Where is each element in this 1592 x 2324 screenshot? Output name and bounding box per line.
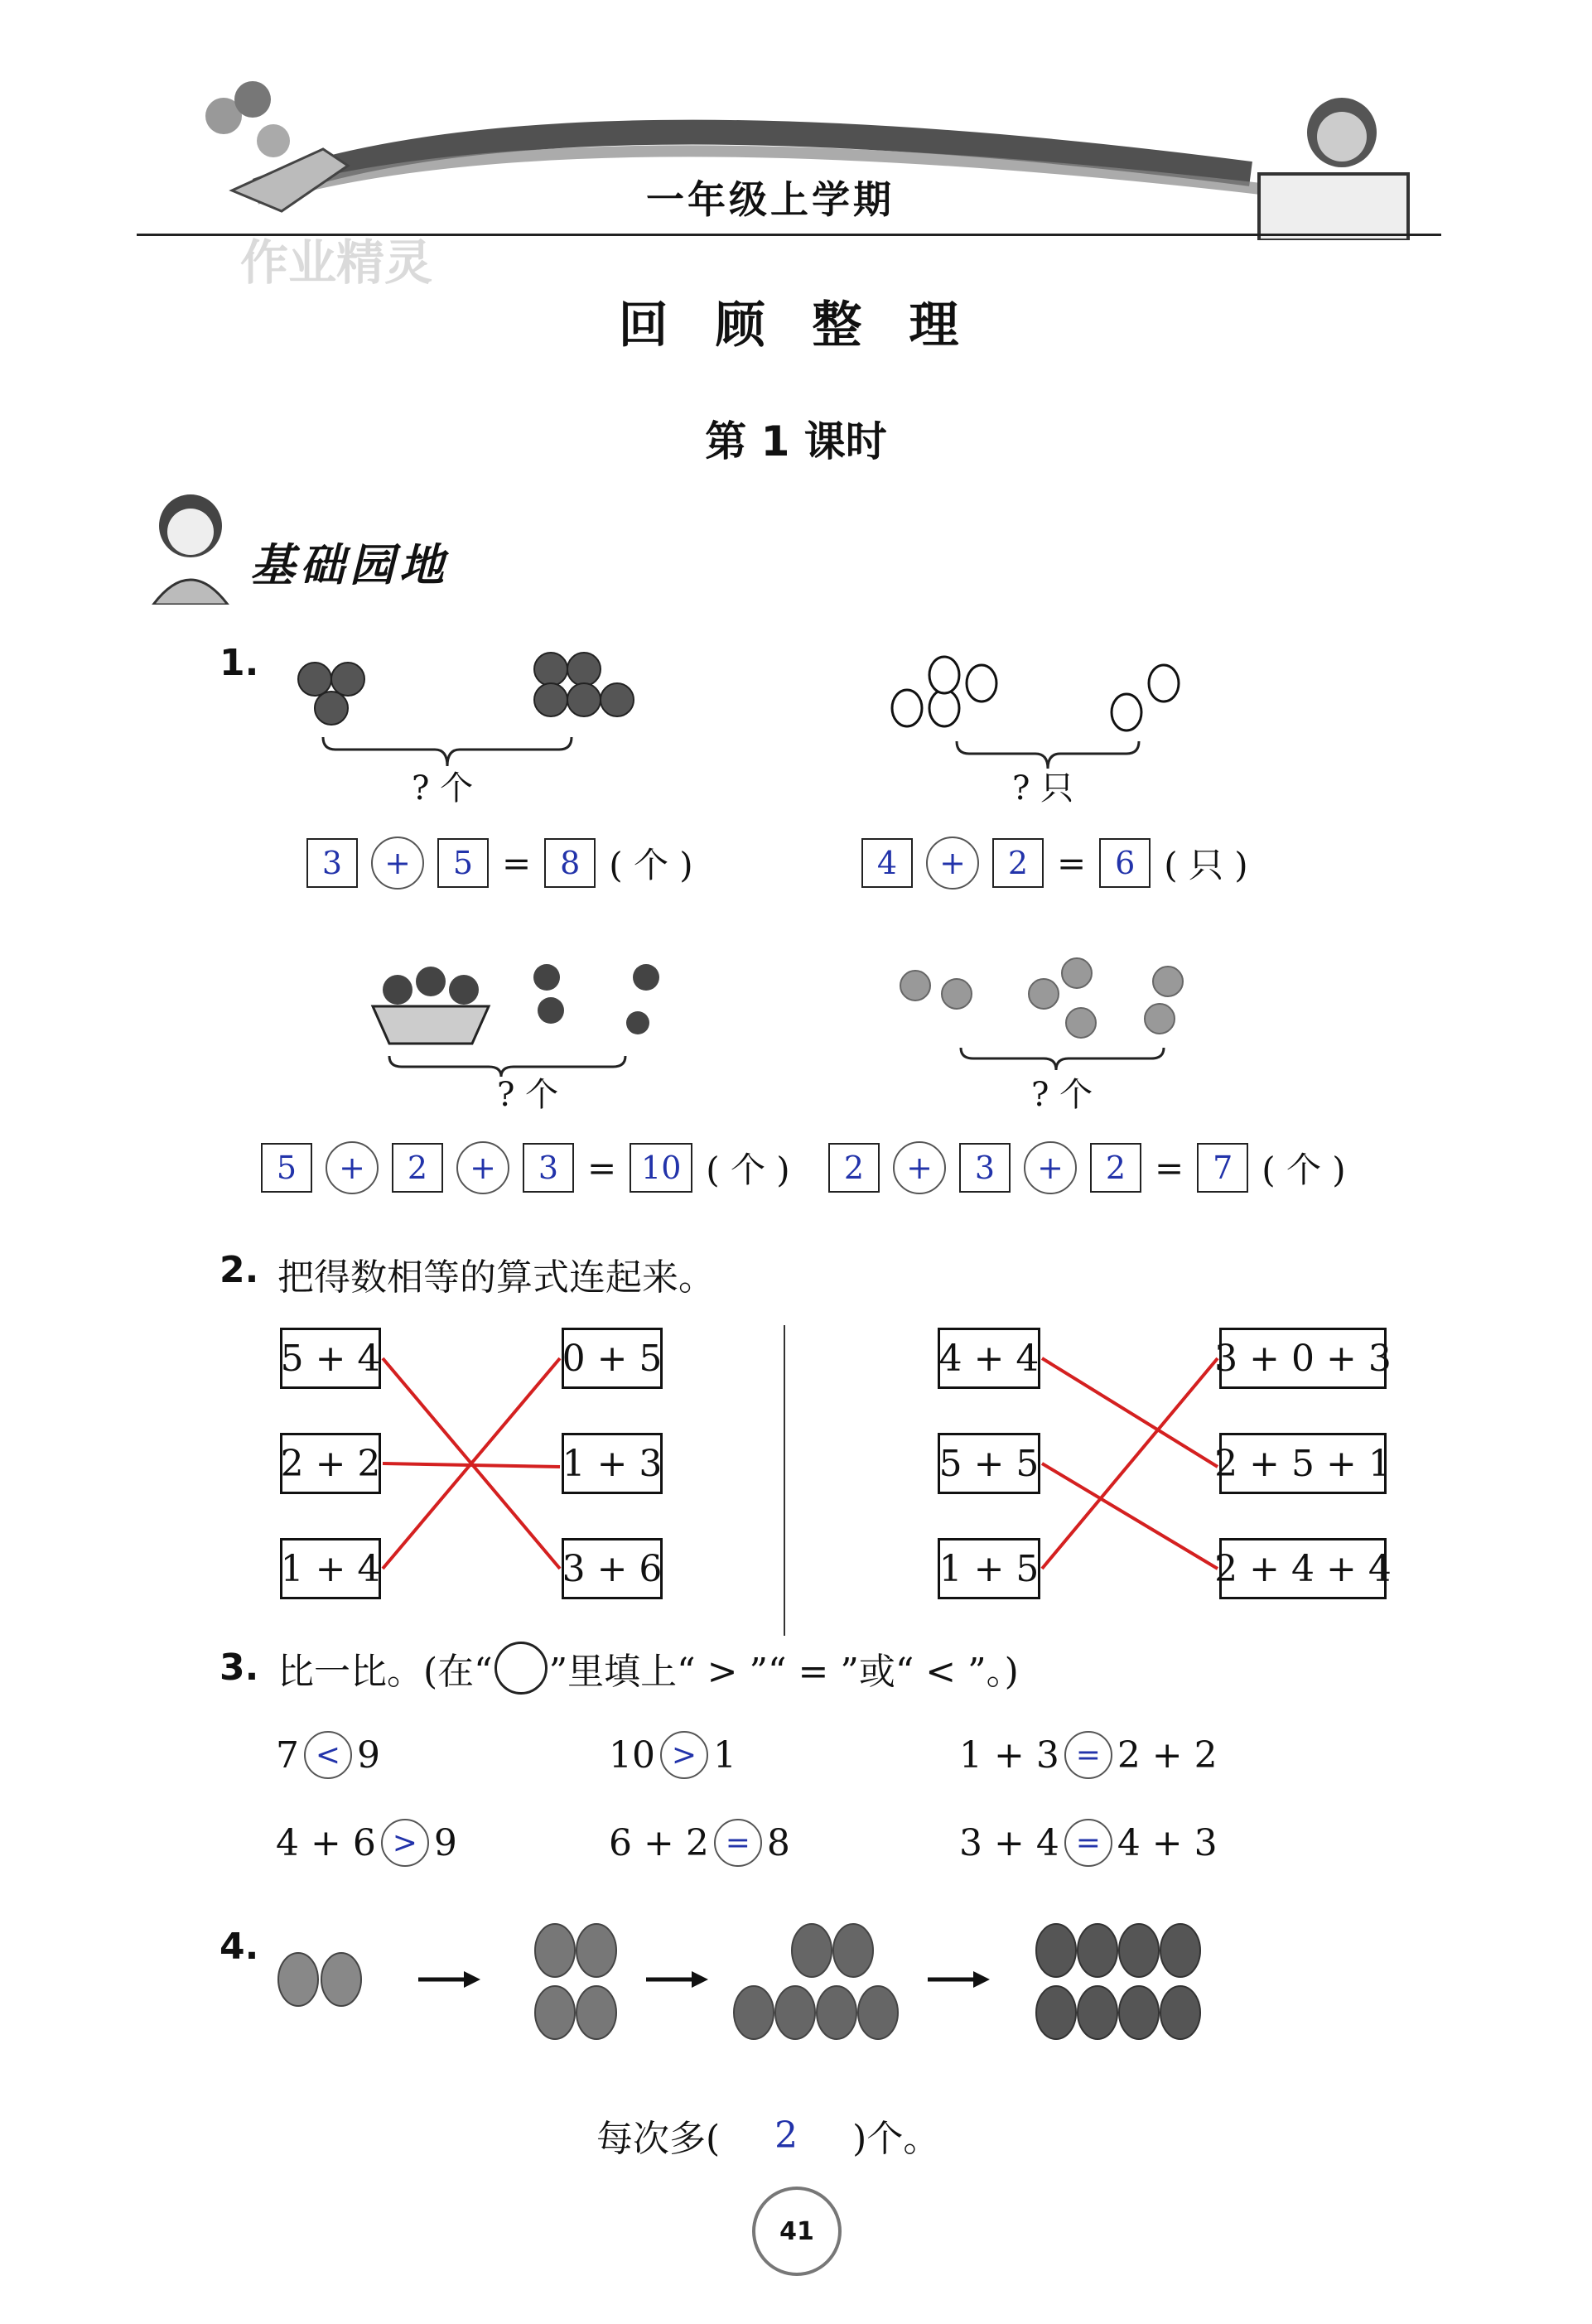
comparison-left: 1 + 3 xyxy=(959,1733,1059,1777)
lesson-title: 第 1 课时 xyxy=(705,417,887,465)
expression-box[interactable]: 3 + 6 xyxy=(562,1538,663,1599)
brace-label: ? 只 xyxy=(1012,769,1074,808)
answer-box[interactable]: 3 xyxy=(959,1143,1011,1193)
comparison-right: 9 xyxy=(433,1821,457,1864)
answer-box[interactable]: 7 xyxy=(1197,1143,1248,1193)
comparison-item xyxy=(276,1731,380,1779)
answer-box[interactable]: 2 xyxy=(992,838,1044,888)
strawberry-pattern-sequence xyxy=(265,1913,1242,2062)
answer-box[interactable]: 2 xyxy=(392,1143,443,1193)
comparison-right: 8 xyxy=(766,1821,790,1864)
operator-circle[interactable]: + xyxy=(326,1141,379,1194)
question-4-text-pre: 每次多( xyxy=(596,2118,721,2160)
equals-sign: = xyxy=(502,842,532,884)
expression-box[interactable]: 1 + 5 xyxy=(938,1538,1040,1599)
equals-sign: = xyxy=(1057,842,1087,884)
unit-label: ( 个 ) xyxy=(1262,1150,1346,1190)
answer-box[interactable]: 2 xyxy=(1090,1143,1141,1193)
section-title: 基础园地 xyxy=(250,539,449,591)
header-title: 一年级上学期 xyxy=(646,177,895,222)
comparison-right: 4 + 3 xyxy=(1117,1821,1218,1864)
operator-circle[interactable]: + xyxy=(1024,1141,1077,1194)
answer-box[interactable]: 3 xyxy=(523,1143,574,1193)
brace-label: ? 个 xyxy=(412,769,474,808)
comparison-answer-circle[interactable]: = xyxy=(1064,1819,1112,1867)
expression-box[interactable]: 1 + 4 xyxy=(280,1538,381,1599)
question-1-number: 1. xyxy=(220,642,259,684)
empty-circle-icon xyxy=(494,1642,548,1695)
question-3-text xyxy=(277,1642,1019,1695)
brace-label: ? 个 xyxy=(1031,1076,1093,1114)
comparison-left: 10 xyxy=(609,1733,655,1777)
answer-box[interactable]: 3 xyxy=(306,838,358,888)
question-4-text-post: )个。 xyxy=(852,2118,940,2160)
unit-label: ( 个 ) xyxy=(706,1150,790,1190)
comparison-left: 6 + 2 xyxy=(609,1821,709,1864)
comparison-answer-circle[interactable]: < xyxy=(304,1731,352,1779)
brace-label: ? 个 xyxy=(497,1076,559,1114)
comparison-right: 2 + 2 xyxy=(1117,1733,1218,1777)
comparison-answer-circle[interactable]: = xyxy=(714,1819,762,1867)
unit-label: ( 个 ) xyxy=(609,845,693,885)
match-line xyxy=(1042,1358,1218,1467)
expression-box[interactable]: 3 + 0 + 3 xyxy=(1219,1328,1387,1389)
expression-box[interactable]: 2 + 5 + 1 xyxy=(1219,1433,1387,1494)
answer-box[interactable]: 2 xyxy=(828,1143,880,1193)
comparison-answer-circle[interactable]: > xyxy=(660,1731,708,1779)
question-3-text-post: ”里填上“ > ”“ = ”或“ < ”。) xyxy=(548,1651,1019,1693)
comparison-left: 7 xyxy=(276,1733,299,1777)
operator-circle[interactable]: + xyxy=(456,1141,509,1194)
question-3-number: 3. xyxy=(220,1647,259,1689)
comparison-left: 4 + 6 xyxy=(276,1821,376,1864)
expression-box[interactable]: 5 + 4 xyxy=(280,1328,381,1389)
comparison-item xyxy=(609,1819,790,1867)
answer-box[interactable]: 10 xyxy=(630,1143,692,1193)
comparison-answer-circle[interactable]: = xyxy=(1064,1731,1112,1779)
watermark: 作业精灵 xyxy=(240,234,433,291)
expression-box[interactable]: 4 + 4 xyxy=(938,1328,1040,1389)
operator-circle[interactable]: + xyxy=(893,1141,946,1194)
answer-box[interactable]: 5 xyxy=(261,1143,312,1193)
question-4-answer-line xyxy=(596,2109,939,2162)
match-line xyxy=(1042,1358,1218,1569)
operator-circle[interactable]: + xyxy=(926,837,979,890)
match-line xyxy=(1042,1463,1218,1569)
operator-circle[interactable]: + xyxy=(371,837,424,890)
comparison-right: 9 xyxy=(357,1733,380,1777)
comparison-item xyxy=(276,1819,457,1867)
comparison-item xyxy=(609,1731,736,1779)
expression-box[interactable]: 0 + 5 xyxy=(562,1328,663,1389)
equals-sign: = xyxy=(587,1147,617,1189)
question-3-text-pre: 比一比。(在“ xyxy=(277,1651,493,1693)
answer-box[interactable]: 5 xyxy=(437,838,489,888)
answer-box[interactable]: 4 xyxy=(861,838,913,888)
expression-box[interactable]: 2 + 2 xyxy=(280,1433,381,1494)
page-number: 41 xyxy=(752,2187,842,2276)
question-2-number: 2. xyxy=(220,1249,259,1291)
unit-label: ( 只 ) xyxy=(1164,845,1248,885)
expression-box[interactable]: 5 + 5 xyxy=(938,1433,1040,1494)
answer-box[interactable]: 6 xyxy=(1099,838,1151,888)
comparison-right: 1 xyxy=(713,1733,736,1777)
comparison-item xyxy=(959,1819,1218,1867)
question-4-number: 4. xyxy=(220,1926,259,1968)
comparison-item xyxy=(959,1731,1218,1779)
comparison-left: 3 + 4 xyxy=(959,1821,1059,1864)
expression-box[interactable]: 1 + 3 xyxy=(562,1433,663,1494)
question-2-text: 把得数相等的算式连起来。 xyxy=(277,1256,715,1299)
answer-box[interactable]: 8 xyxy=(544,838,596,888)
question-4-answer[interactable]: 2 xyxy=(774,2114,798,2157)
equals-sign: = xyxy=(1155,1147,1184,1189)
expression-box[interactable]: 2 + 4 + 4 xyxy=(1219,1538,1387,1599)
page-title: 回 顾 整 理 xyxy=(618,297,974,354)
comparison-answer-circle[interactable]: > xyxy=(381,1819,429,1867)
